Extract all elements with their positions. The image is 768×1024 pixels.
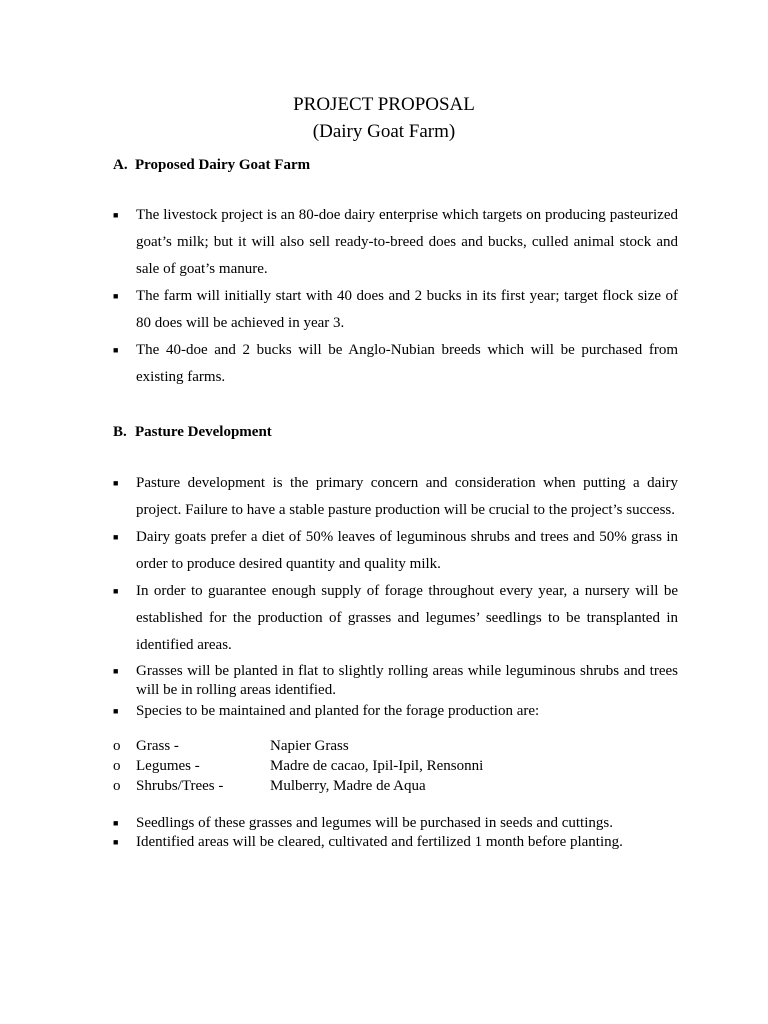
list-item: [113, 833, 678, 852]
bullet-icon: ■: [113, 478, 119, 488]
bullet-icon: ■: [113, 210, 119, 220]
bullet-text: Species to be maintained and planted for the forage production are:: [136, 703, 540, 719]
bullet-text: Dairy goats prefer a diet of 50% leaves of leguminous shrubs and trees and 50% grass in order to produce desired quantity and quality milk.: [136, 529, 678, 572]
species-list: Madre de cacao, Ipil-Ipil, Rensonni: [270, 758, 484, 774]
species-category: Legumes -: [136, 758, 200, 774]
species-list: Napier Grass: [270, 738, 349, 754]
bullet-icon: ■: [113, 666, 119, 676]
section-b-title: Pasture Development: [135, 424, 272, 440]
bullet-icon: ■: [113, 818, 119, 828]
bullet-icon: ■: [113, 837, 119, 847]
circle-bullet-icon: o: [113, 778, 121, 794]
circle-bullet-icon: o: [113, 738, 121, 754]
list-item: [113, 814, 678, 833]
circle-bullet-icon: o: [113, 758, 121, 774]
section-b-heading: [113, 423, 272, 441]
document-title: PROJECT PROPOSAL: [293, 94, 475, 115]
bullet-icon: ■: [113, 291, 119, 301]
bullet-text: The 40-doe and 2 bucks will be Anglo-Nubian breeds which will be purchased from existing farms.: [136, 342, 678, 385]
section-a-heading: [113, 156, 310, 174]
bullet-text: In order to guarantee enough supply of forage throughout every year, a nursery will be established for the production of grasses and legumes’ seedlings to be transplanted in identified areas.: [136, 583, 678, 653]
list-item: [113, 662, 678, 700]
bullet-text: Grasses will be planted in flat to slightly rolling areas while leguminous shrubs and trees will be in rolling areas identified.: [136, 663, 678, 698]
bullet-text: The livestock project is an 80-doe dairy enterprise which targets on producing pasteurized goat’s milk; but it will also sell ready-to-breed does and bucks, culled animal stock and sale of goat’s manure.: [136, 207, 678, 277]
section-a-title: Proposed Dairy Goat Farm: [135, 157, 311, 173]
list-item: [113, 470, 678, 524]
section-b-letter: B.: [113, 424, 127, 440]
list-item: [113, 337, 678, 391]
bullet-text: Identified areas will be cleared, cultivated and fertilized 1 month before planting.: [136, 834, 623, 850]
list-item: [113, 202, 678, 283]
bullet-text: Seedlings of these grasses and legumes will be purchased in seeds and cuttings.: [136, 815, 613, 831]
bullet-icon: ■: [113, 532, 119, 542]
section-a-letter: A.: [113, 157, 128, 173]
bullet-icon: ■: [113, 586, 119, 596]
species-list: Mulberry, Madre de Aqua: [270, 778, 426, 794]
list-item: [113, 283, 678, 337]
bullet-text: The farm will initially start with 40 does and 2 bucks in its first year; target flock size of 80 does will be achieved in year 3.: [136, 288, 678, 331]
bullet-icon: ■: [113, 706, 119, 716]
bullet-text: Pasture development is the primary concern and consideration when putting a dairy project. Failure to have a stable pasture production will be crucial to the project’s success.: [136, 475, 678, 518]
species-category: Shrubs/Trees -: [136, 778, 224, 794]
bullet-icon: ■: [113, 345, 119, 355]
list-item: [113, 702, 678, 721]
list-item: [113, 524, 678, 578]
list-item: [113, 578, 678, 659]
species-category: Grass -: [136, 738, 179, 754]
document-subtitle: (Dairy Goat Farm): [312, 121, 456, 142]
